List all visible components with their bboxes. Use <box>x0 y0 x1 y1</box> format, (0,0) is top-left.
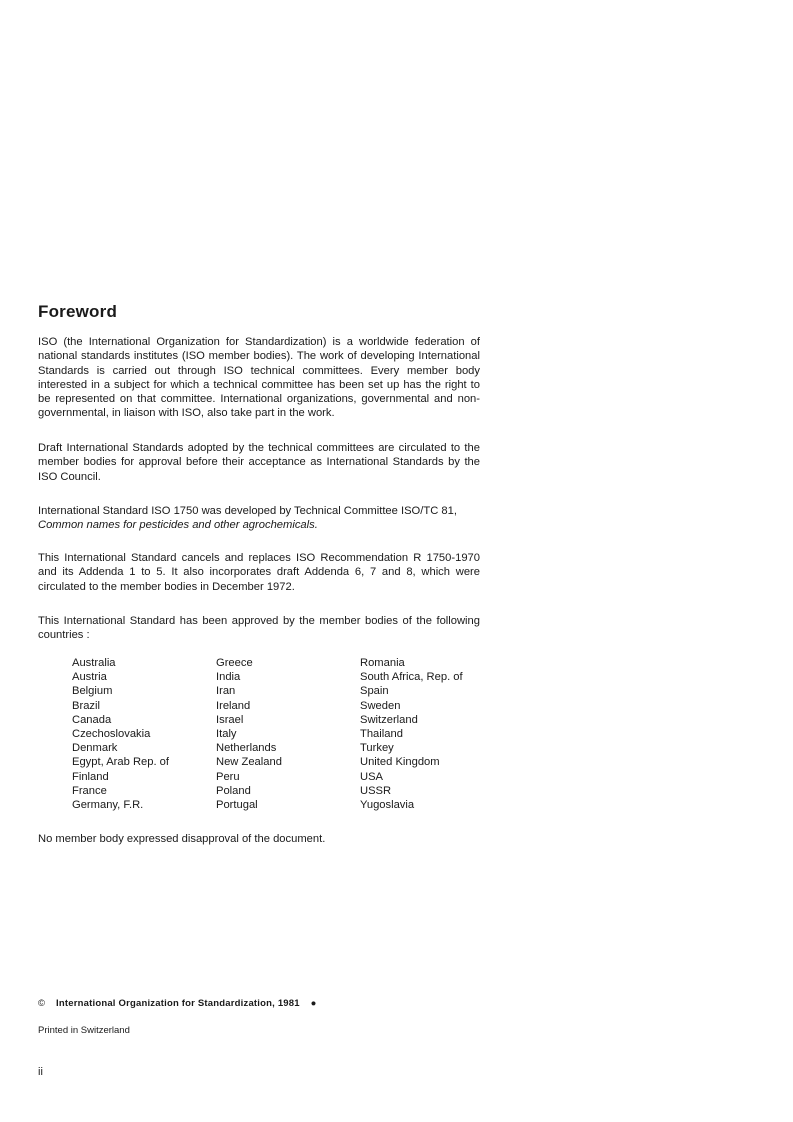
country-item: India <box>216 671 241 684</box>
paragraph-cancels-replaces: This International Standard cancels and replaces ISO Recommendation R 1750-1970 and its Addenda 1 to 5. It also incorporates draft Addenda 6, 7 and 8, which were circulated to the member bodies in December 1972. <box>38 552 480 593</box>
country-item: Ireland <box>216 699 251 712</box>
country-item: Netherlands <box>216 742 277 755</box>
country-item: South Africa, Rep. of <box>360 671 463 684</box>
country-item: Israel <box>216 713 244 726</box>
paragraph-development <box>38 504 480 533</box>
country-item: Egypt, Arab Rep. of <box>72 756 170 769</box>
country-item: New Zealand <box>216 756 282 769</box>
country-item: Italy <box>216 728 237 741</box>
country-item: Belgium <box>72 685 113 698</box>
country-item: Canada <box>72 713 112 726</box>
country-item: Finland <box>72 770 109 783</box>
country-item: Sweden <box>360 699 401 712</box>
country-column-3 <box>360 656 492 812</box>
country-item: Greece <box>216 657 253 669</box>
country-column-2 <box>216 656 360 812</box>
country-item: Spain <box>360 685 389 698</box>
copyright-line <box>38 998 317 1009</box>
country-column-1 <box>72 656 216 812</box>
copyright-text: International Organization for Standardization, 1981 <box>56 998 300 1009</box>
country-item: Iran <box>216 685 236 698</box>
development-text: International Standard ISO 1750 was developed by Technical Committee ISO/TC 81, <box>38 505 457 517</box>
country-item: Australia <box>72 657 116 669</box>
country-item: Austria <box>72 671 107 684</box>
paragraph-draft-standards: Draft International Standards adopted by the technical committees are circulated to the member bodies for approval before their acceptance as International Standards by the ISO Council. <box>38 442 480 483</box>
country-item: Portugal <box>216 799 258 812</box>
country-item: Peru <box>216 770 240 783</box>
country-item: Switzerland <box>360 713 418 726</box>
printed-in: Printed in Switzerland <box>38 1025 130 1036</box>
bullet-icon: ● <box>310 998 317 1009</box>
country-item: Brazil <box>72 699 100 712</box>
country-item: Poland <box>216 784 251 797</box>
country-item: Germany, F.R. <box>72 799 144 812</box>
page-title: Foreword <box>38 302 118 321</box>
country-item: Denmark <box>72 742 118 755</box>
country-item: USSR <box>360 784 392 797</box>
paragraph-approval: This International Standard has been approved by the member bodies of the following countries : <box>38 615 480 642</box>
country-item: Romania <box>360 657 405 669</box>
country-item: USA <box>360 770 384 783</box>
country-item: United Kingdom <box>360 756 440 769</box>
country-item: Thailand <box>360 728 403 741</box>
committee-title: Common names for pesticides and other agrochemicals. <box>38 519 318 532</box>
country-list <box>72 656 492 812</box>
paragraph-iso-intro: ISO (the International Organization for Standardization) is a worldwide federation of national standards institutes (ISO member bodies). The work of developing International Standards is carried out through ISO technical committees. Every member body interested in a subject for which a technical committee has been set up has the right to be represented on that committee. International organizations, governmental and non-governmental, in liaison with ISO, also take part in the work. <box>38 336 480 420</box>
country-item: Yugoslavia <box>360 799 415 812</box>
country-item: France <box>72 784 107 797</box>
country-item: Turkey <box>360 742 394 755</box>
copyright-icon: © <box>38 998 46 1009</box>
page-number: ii <box>38 1066 43 1078</box>
country-item: Czechoslovakia <box>72 728 151 741</box>
paragraph-no-disapproval: No member body expressed disapproval of the document. <box>38 833 326 845</box>
